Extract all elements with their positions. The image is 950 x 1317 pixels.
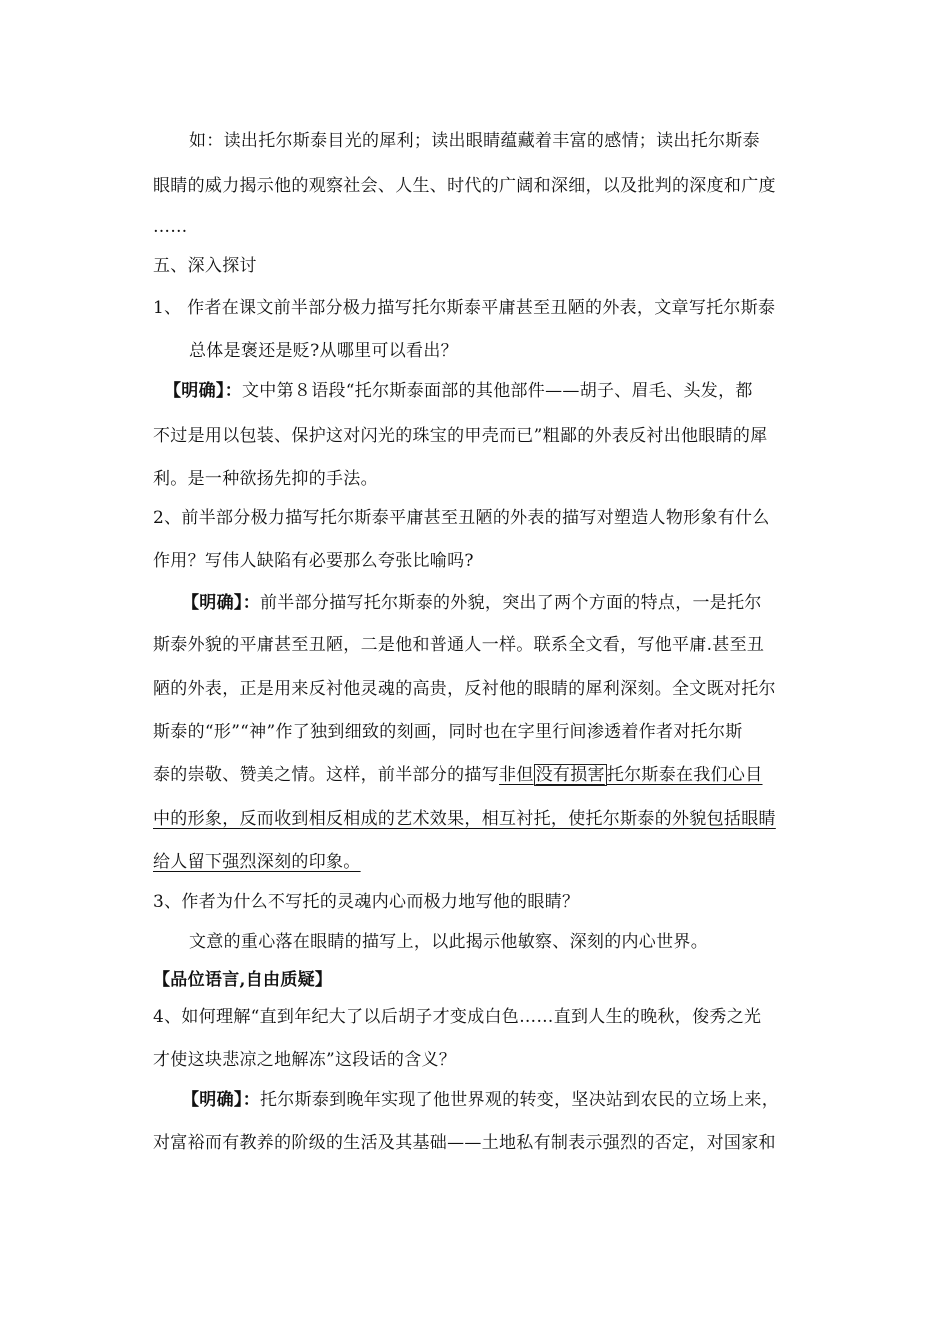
question-2-cont: 作用？写伟人缺陷有必要那么夸张比喻吗? <box>153 551 474 571</box>
question-4: 4、如何理解“直到年纪大了以后胡子才变成白色……直到人生的晚秋，俊秀之光 <box>153 1007 762 1027</box>
text-line: 斯泰的“形”“神”作了独到细致的刻画，同时也在字里行间渗透着作者对托尔斯 <box>153 722 743 742</box>
question-2: 2、前半部分极力描写托尔斯泰平庸甚至丑陋的外表的描写对塑造人物形象有什么 <box>153 508 770 528</box>
boxed-segment: 没有损害 <box>535 765 605 785</box>
text-line: 不过是用以包装、保护这对闪光的珠宝的甲壳而已”粗鄙的外表反衬出他眼睛的犀 <box>153 426 768 446</box>
question-4-cont: 才使这块悲凉之地解冻”这段话的含义？ <box>153 1050 457 1070</box>
underlined-segment: 托尔斯泰在我们心目 <box>606 765 763 785</box>
text-line-marked <box>153 764 763 786</box>
underlined-line: 给人留下强烈深刻的印象。 <box>153 852 361 872</box>
underlined-line: 中的形象，反而收到相反相成的艺术效果，相互衬托，使托尔斯泰的外貌包括眼睛 <box>153 809 776 829</box>
ellipsis-line: …… <box>153 217 188 237</box>
text-line: 对富裕而有教养的阶级的生活及其基础——土地私有制表示强烈的否定，对国家和 <box>153 1133 776 1153</box>
answer-4-line <box>182 1089 779 1111</box>
question-1-cont: 总体是褒还是贬?从哪里可以看出？ <box>189 341 458 361</box>
text-segment: 泰的崇敬、赞美之情。这样，前半部分的描写 <box>153 765 499 785</box>
underlined-segment: 非但 <box>499 765 534 785</box>
text-line: 眼睛的威力揭示他的观察社会、人生、时代的广阔和深细，以及批判的深度和广度 <box>153 176 776 196</box>
answer-1-line <box>164 380 753 402</box>
answer-text: 文中第８语段“托尔斯泰面部的其他部件——胡子、眉毛、头发，都 <box>242 381 753 401</box>
answer-text: 托尔斯泰到晚年实现了他世界观的转变，坚决站到农民的立场上来， <box>260 1090 779 1110</box>
section-heading: 五、深入探讨 <box>153 256 257 276</box>
answer-3: 文意的重心落在眼睛的描写上，以此揭示他敏察、深刻的内心世界。 <box>189 932 708 952</box>
answer-text: 前半部分描写托尔斯泰的外貌，突出了两个方面的特点，一是托尔 <box>260 593 762 613</box>
answer-2-line <box>182 592 762 614</box>
answer-tag: 【明确】： <box>164 381 242 401</box>
text-line: 利。是一种欲扬先抑的手法。 <box>153 469 378 489</box>
answer-tag: 【明确】： <box>182 593 260 613</box>
question-3: 3、作者为什么不写托的灵魂内心而极力地写他的眼睛？ <box>153 892 580 912</box>
text-line: 斯泰外貌的平庸甚至丑陋，二是他和普通人一样。联系全文看，写他平庸.甚至丑 <box>153 635 765 655</box>
section-heading: 【品位语言,自由质疑】 <box>153 970 333 990</box>
text-line: 如：读出托尔斯泰目光的犀利；读出眼睛蕴藏着丰富的感情；读出托尔斯泰 <box>189 131 760 151</box>
text-line: 陋的外表，正是用来反衬他灵魂的高贵，反衬他的眼睛的犀利深刻。全文既对托尔 <box>153 679 776 699</box>
question-1: 1、 作者在课文前半部分极力描写托尔斯泰平庸甚至丑陋的外表，文章写托尔斯泰 <box>153 298 776 318</box>
answer-tag: 【明确】： <box>182 1090 260 1110</box>
